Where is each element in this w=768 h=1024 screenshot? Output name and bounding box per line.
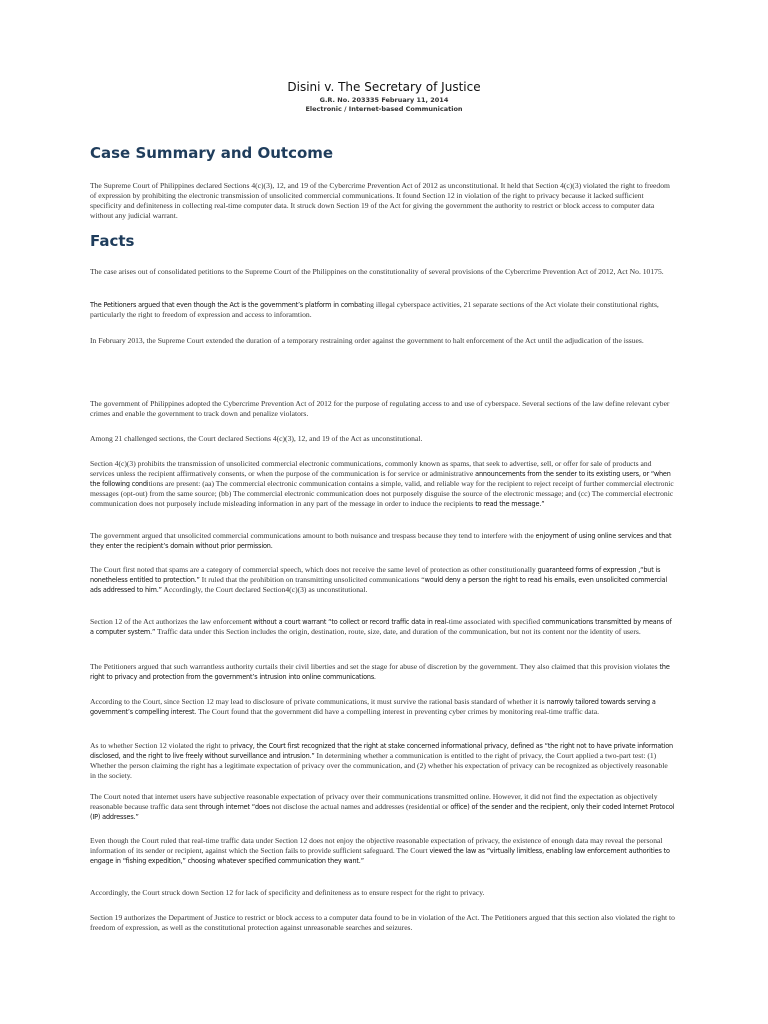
facts-text-11b: . The Court found that the government did have a compelling interest in preventing cyber crimes by monitoring real-time traffic data. <box>194 707 600 716</box>
facts-text-16: Section 19 authorizes the Department of Justice to restrict or block access to a computer data found to be in violation of the Act. The Petitioners argued that this section also violated the right to freedom of expression, as well as the constitutional protection against unreasonable searches and seizures. <box>90 913 675 932</box>
facts-text-7a: The government argued that unsolicited commercial communications amount to both nuisance and trespass because they tend to interfere with the <box>90 531 536 540</box>
facts-text-13a: The Court noted that internet users have subjective reasonable expectation of privacy over their communications transmitted online. However, it did not find the expectation as objectively reasonable because traffic data sent <box>90 792 658 811</box>
facts-paragraph-9 <box>90 617 675 637</box>
facts-text-12a: As to whether Section 12 violated the right to p <box>90 741 235 750</box>
facts-text-2-highlight: The Petitioners argued that even though the Act is the government’s platform in combat <box>90 300 365 309</box>
facts-text-9-highlight-1: nt without a court warrant “to collect or record traffic data in real <box>245 617 447 626</box>
facts-text-13-highlight-2: office) of the sender and the recipient, only their coded Internet Protocol (IP) addresses.” <box>90 802 675 821</box>
facts-paragraph-6 <box>90 459 675 509</box>
facts-paragraph-12 <box>90 741 675 781</box>
document-title: Disini v. The Secretary of Justice <box>287 80 481 94</box>
facts-text-10b: . <box>374 672 376 681</box>
facts-paragraph-7 <box>90 531 675 551</box>
facts-text-9-highlight-2: communications transmitted by means of a computer system.” <box>90 617 672 636</box>
facts-paragraph-13 <box>90 792 675 822</box>
facts-paragraph-16 <box>90 913 675 933</box>
summary-heading: Case Summary and Outcome <box>90 144 334 162</box>
facts-text-5: Among 21 challenged sections, the Court declared Sections 4(c)(3), 12, and 19 of the Act as unconstitutional. <box>90 434 423 443</box>
facts-text-11-highlight: narrowly tailored towards serving a government’s compelling interest <box>90 697 656 716</box>
facts-text-8a: The Court first noted that spams are a category of commercial speech, which does not receive the same level of protection as other constitutionally <box>90 565 538 574</box>
facts-text-12-highlight: rivacy, the Court first recognized that the right at stake concerned informational privacy, defined as “the right not to have private information disclosed, and the right to live freely without surveillance and intrusion.” <box>90 741 673 760</box>
facts-paragraph-10 <box>90 662 675 682</box>
facts-text-2: ing illegal cyberspace activities, 21 separate sections of the Act violate their constitutional rights, particularly the right to freedom of expression and access to inforamtion. <box>90 300 659 319</box>
facts-text-6-highlight-2: to read the message.” <box>475 499 545 508</box>
facts-text-8-highlight-2: would deny a person the right to read his emails, even unsolicited commercial ads addressed to him.” <box>90 575 668 594</box>
summary-text: The Supreme Court of Philippines declared Sections 4(c)(3), 12, and 19 of the Cybercrime Prevention Act of 2012 as unconstitutional. It held that Section 4(c)(3) violated the right to freedom of expression by prohibiting the electronic transmission of unsolicited commercial communications. It found Section 12 in violation of the right to privacy because it lacked sufficient specificity and definiteness in collecting real-time computer data. It struck down Section 19 of the Act for giving the government the authority to restrict or block access to computer data without any judicial warrant. <box>90 181 670 220</box>
facts-text-6a: Section 4(c)(3) prohibits the transmission of unsolicited commercial electronic communications, commonly known as spams, that seek to advertise, sell, or offer for sale of products and services unless the recipient affirmatively consents, or when the purpose of the communication is for service or administrative <box>90 459 652 478</box>
facts-text-11a: According to the Court, since Section 12 may lead to disclosure of private communications, it must survive the rational basis standard of whether it is <box>90 697 547 706</box>
facts-text-14a: Even though the Court ruled that real-time traffic data under Section 12 does not enjoy the objective reasonable expectation of privacy, the existence of enough data may reveal the personal information of its sender or recipient, against which the Section fails to provide sufficient safeguard. The Court <box>90 836 663 855</box>
facts-text-9b: -time associated with specified <box>446 617 542 626</box>
facts-paragraph-8 <box>90 565 675 595</box>
facts-paragraph-4 <box>90 399 675 419</box>
facts-text-10-highlight: the right to privacy and protection from the government’s intrusion into online communications <box>90 662 670 681</box>
facts-paragraph-14 <box>90 836 675 866</box>
facts-paragraph-2 <box>90 300 675 320</box>
facts-text-7-highlight: enjoyment of using online services and that they enter the recipient’s domain without prior permission. <box>90 531 672 550</box>
facts-text-6-highlight-1: announcements from the sender to its existing users, or “when the following condi <box>90 469 671 488</box>
facts-text-8c: Accordingly, the Court declared Section4(c)(3) as unconstitutional. <box>161 585 368 594</box>
facts-paragraph-1 <box>90 267 675 277</box>
facts-text-1: The case arises out of consolidated petitions to the Supreme Court of the Philippines on the constitutionality of several provisions of the Cybercrime Prevention Act of 2012, Act No. 10175. <box>90 267 664 276</box>
summary-paragraph <box>90 181 675 221</box>
case-category: Electronic / Internet-based Communication <box>305 105 463 113</box>
case-number: G.R. No. 203335 February 11, 2014 <box>319 96 449 104</box>
facts-text-13-highlight-1: through internet “does <box>199 802 270 811</box>
facts-paragraph-11 <box>90 697 675 717</box>
facts-paragraph-5 <box>90 434 675 444</box>
facts-text-4: The government of Philippines adopted the Cybercrime Prevention Act of 2012 for the purpose of regulating access to and use of cyberspace. Several sections of the law define relevant cyber crimes and enable the government to track down and penalize violators. <box>90 399 670 418</box>
facts-text-15: Accordingly, the Court struck down Section 12 for lack of specificity and definiteness as to ensure respect for the right to privacy. <box>90 888 485 897</box>
facts-text-6b: tions are present: (aa) The commercial electronic communication contains a simple, valid, and reliable way for the recipient to reject receipt of further commercial electronic messages (opt-out) from the same source; (bb) The commercial electronic communication does not purposely disguise the source of the electronic message; and (cc) The commercial electronic communication does not purposely include misleading information in any part of the message in order to induce the recipients <box>90 479 674 508</box>
facts-text-9c: Traffic data under this Section includes the origin, destination, route, size, date, and duration of the communication, but not its content nor the identity of users. <box>155 627 641 636</box>
facts-paragraph-15 <box>90 888 675 898</box>
facts-paragraph-3 <box>90 336 675 346</box>
facts-text-3: In February 2013, the Supreme Court extended the duration of a temporary restraining order against the government to halt enforcement of the Act until the adjudication of the issues. <box>90 336 644 345</box>
facts-text-13b: not disclose the actual names and addresses (residential or <box>269 802 451 811</box>
facts-text-9a: Section 12 of the Act authorizes the law enforceme <box>90 617 246 626</box>
facts-text-8b: It ruled that the prohibition on transmitting unsolicited communications “ <box>199 575 425 584</box>
facts-text-12b: In determining whether a communication is entitled to the right of privacy, the Court applied a two-part test: (1) Whether the person claiming the right has a legitimate expectation of privacy over the communication, and (2) whether his expectation of privacy can be recognized as objectively reasonable in the society. <box>90 751 668 780</box>
facts-text-10a: The Petitioners argued that such warrantless authority curtails their civil liberties and set the stage for abuse of discretion by the government. They also claimed that this provision violates <box>90 662 660 671</box>
facts-text-14-highlight: viewed the law as “virtually limitless, enabling law enforcement authorities to engage in “fishing expedition,” choosing whatever specified communication they want.” <box>90 846 670 865</box>
facts-text-8-highlight-1: guaranteed forms of expression ,“but is nonetheless entitled to protection.” <box>90 565 661 584</box>
facts-heading: Facts <box>90 232 135 250</box>
